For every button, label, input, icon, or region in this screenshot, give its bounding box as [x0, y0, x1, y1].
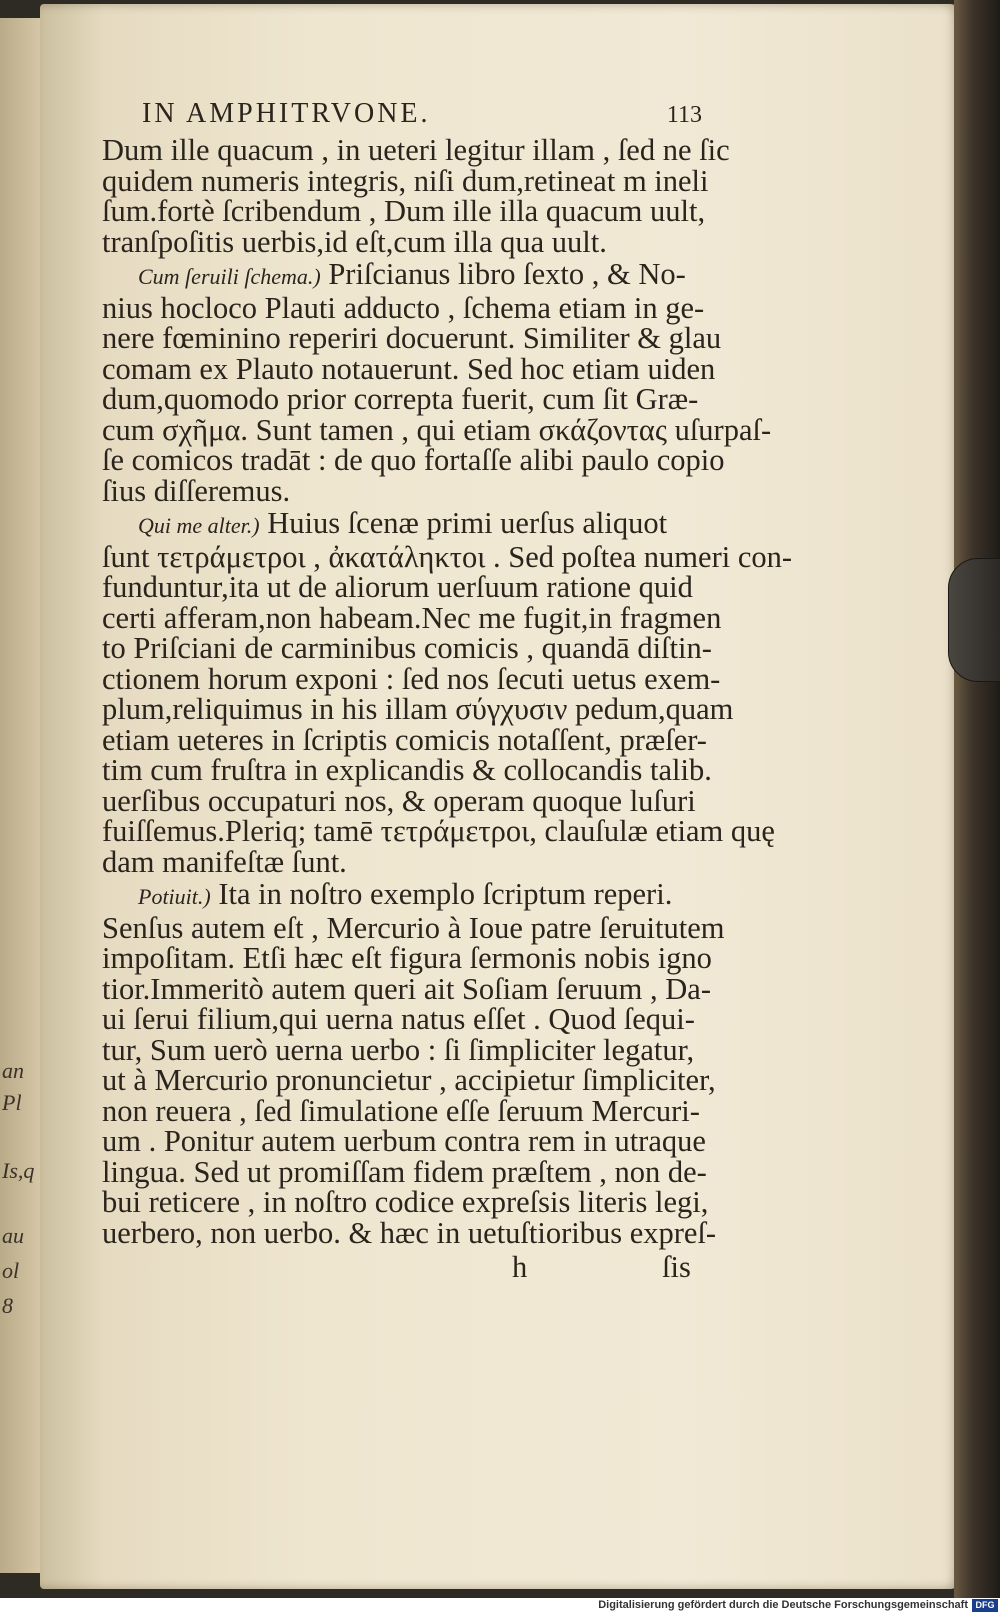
text-line: tim cum fruſtra in explicandis & collocandis talib. [102, 753, 712, 787]
text-line-rest: Priſcianus libro ſexto , & No- [320, 257, 686, 291]
left-page-fragment: ol [2, 1258, 20, 1283]
lemma: Potiuit.) [138, 884, 211, 909]
text-line: bui reticere , in noſtro codice expreſsis literis legi, [102, 1185, 709, 1219]
text-line: tranſpoſitis uerbis,id eſt,cum illa qua uult. [102, 224, 607, 259]
text-line: etiam ueteres in ſcriptis comicis notaſſent, præſer- [102, 722, 707, 757]
left-page-fragment: Is,q [2, 1158, 35, 1183]
text-line: dam manifeſtæ ſunt. [102, 844, 347, 879]
text-line: impoſitam. Etſi hæc eſt figura ſermonis nobis igno [102, 941, 712, 975]
page-number: 113 [666, 102, 702, 128]
text-line [138, 508, 712, 542]
text-line: ſum.fortè ſcribendum , Dum ille illa quacum uult, [102, 194, 706, 228]
catchword: ſis [662, 1250, 691, 1284]
text-line: plum,reliquimus in his illam σύγχυσιν pedum,quam [102, 692, 734, 726]
text-line: ui ſerui filium,qui uerna natus eſſet . Quod ſequi- [102, 1002, 695, 1036]
left-page-fragment: 8 [2, 1293, 13, 1318]
text-line: Senſus autem eſt , Mercurio à Ioue patre ſeruitutem [102, 910, 725, 945]
page-foot [102, 1252, 712, 1284]
text-line: ſius diſſeremus. [102, 473, 291, 508]
text-line: ut à Mercurio pronuncietur , accipietur ſimpliciter, [102, 1063, 716, 1097]
dfg-logo-icon: DFG [972, 1599, 998, 1612]
left-page-fragment: Pl [2, 1090, 22, 1115]
text-line: Dum ille quacum , in ueteri legitur illam , ſed ne ſic [102, 133, 730, 167]
text-line: to Priſciani de carminibus comicis , quandā diſtin- [102, 631, 712, 665]
text-line: ſunt τετράμετροι , ἀκατάληκτοι . Sed poſtea numeri con- [102, 539, 793, 574]
text-line: non reuera , ſed ſimulatione eſſe ſeruum Mercuri- [102, 1093, 700, 1128]
text-line-rest: Ita in noſtro exemplo ſcriptum reperi. [210, 877, 673, 911]
text-line: quidem numeris integris, niſi dum,retineat m ineli [102, 163, 709, 198]
text-line: comam ex Plauto notauerunt. Sed hoc etiam uiden [102, 351, 716, 386]
signature-mark: h [512, 1250, 528, 1284]
footer-text: Digitalisierung gefördert durch die Deutsche Forschungsgemeinschaft [598, 1599, 968, 1611]
footer-bar [0, 1598, 1000, 1615]
text-line: ctionem horum exponi : ſed nos ſecuti uetus exem- [102, 661, 721, 696]
running-head-title: IN AMPHITRVONE. [142, 98, 431, 129]
text-line: um . Ponitur autem uerbum contra rem in utraque [102, 1124, 706, 1158]
text-line [138, 259, 712, 293]
text-line: uerſibus occupaturi nos, & operam quoque luſuri [102, 783, 696, 818]
paragraph [102, 877, 725, 1250]
text-line: cum σχῆμα. Sunt tamen , qui etiam σκάζοντας uſurpaſ- [102, 412, 772, 447]
paragraph [102, 506, 793, 879]
left-page-fragment: an [2, 1058, 24, 1083]
paragraph [102, 133, 730, 259]
text-line: certi afferam,non habeam.Nec me fugit,in fragmen [102, 600, 722, 635]
book-fore-edge [954, 0, 1000, 1598]
text-line: uerbero, non uerbo. & hæc in uetuſtioribus expreſ- [102, 1215, 717, 1250]
book-page [40, 4, 960, 1589]
running-head [142, 96, 702, 133]
text-line: fuiſſemus.Pleriq; tamē τετράμετροι, clauſulæ etiam quę [102, 814, 775, 848]
book-clip [948, 558, 1000, 682]
text-line [138, 879, 712, 913]
text-line: ſe comicos tradāt : de quo fortaſſe alibi paulo copio [102, 443, 725, 477]
text-line: funduntur,ita ut de aliorum uerſuum ratione quid [102, 570, 693, 604]
lemma: Qui me alter.) [138, 513, 260, 538]
text-line: tur, Sum uerò uerna uerbo : ſi ſimpliciter legatur, [102, 1032, 695, 1067]
lemma: Cum ſeruili ſchema.) [138, 264, 321, 289]
text-line: nius hocloco Plauti adducto , ſchema etiam in ge- [102, 290, 705, 325]
text-block [102, 96, 793, 1284]
text-line: lingua. Sed ut promiſſam fidem præſtem , non de- [102, 1154, 707, 1189]
text-line: tior.Immeritò autem queri ait Soſiam ſeruum , Da- [102, 971, 712, 1006]
text-line-rest: Huius ſcenæ primi uerſus aliquot [259, 506, 668, 540]
paragraph [102, 257, 772, 508]
text-line: dum,quomodo prior correpta fuerit, cum ſit Græ- [102, 382, 699, 416]
left-page-fragment: au [2, 1223, 24, 1248]
text-line: nere fœminino reperiri docuerunt. Similiter & glau [102, 321, 722, 355]
